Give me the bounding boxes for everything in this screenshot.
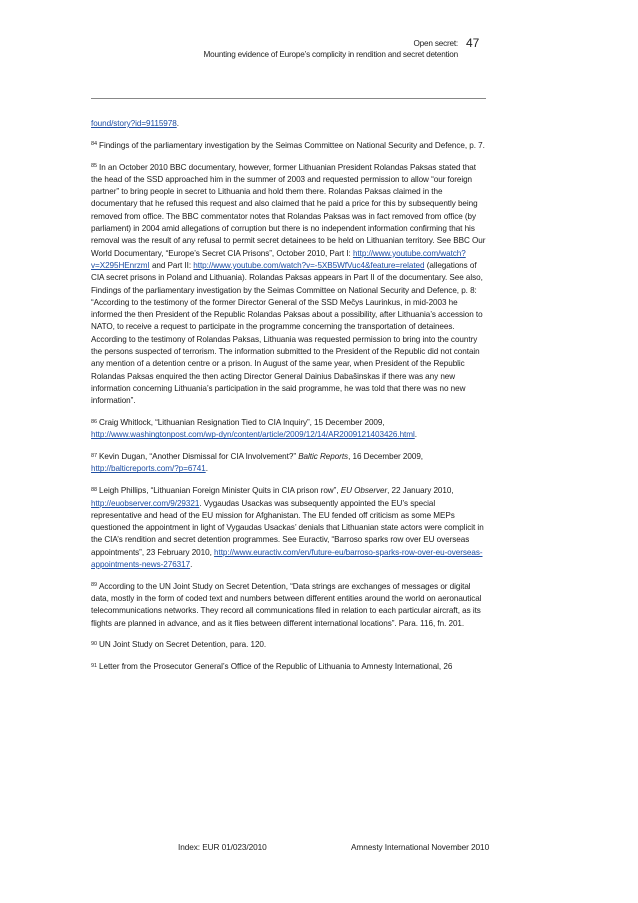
footnote-link[interactable]: http://www.washingtonpost.com/wp-dyn/content/article/2009/12/14/AR2009121403426.html <box>91 430 415 440</box>
footnote-link[interactable]: http://balticreports.com/?p=6741 <box>91 464 206 474</box>
page-number: 47 <box>466 36 480 50</box>
header-title-line2: Mounting evidence of Europe’s complicity in rendition and secret detention <box>203 50 458 59</box>
header-title-line1: Open secret: <box>413 39 458 48</box>
footnote-link[interactable]: http://www.euractiv.com/en/future-eu/barroso-sparks-row-over-eu-overseas-appointments-news-276317 <box>91 547 483 569</box>
footnote-number: 89 <box>91 582 98 589</box>
footnote-number: 88 <box>91 486 98 493</box>
footnote-link[interactable]: http://euobserver.com/9/29321 <box>91 498 200 508</box>
footnote-85: $^{85}$ In an October 2010 BBC documentary, however, former Lithuanian President Rolandas Paksas stated that the head of the SSD approached him in the summer of 2003 and requested permission to allow “our foreign partner” to bring people in secret to Lithuania and hold them there. Rolandas Paksas claimed in the documentary that he refused this request and also claimed that he paid a price for this by subsequently being removed from office. The BBC commentator notes that Rolandas Paksas was in fact removed from office (by parliament) in 2004 amid allegations of corruption but there is no independent information confirming that his removal was the result of any refusal to permit secret detainees to be held on Lithuanian territory. See BBC Our World Documentary, “Europe’s Secret CIA Prisons”, October 2010, Part I: http://www.youtube.com/watch?v=X295HEnrzmI and Part II: http://www.youtube.com/watch?v=-5XB5WfVuc4&feature=related (allegations of CIA secret prisons in Poland and Lithuania). Rolandas Paksas appears in Part II of the documentary. See also, Findings of the parliamentary investigation by the Seimas Committee on National Security and Defence, p. 8: “According to the testimony of the former Director General of the SSD Mečys Laurinkus, in mid-2003 he informed the then President of the Republic Rolandas Paksas about a possibility, after Lithuania’s accession to NATO, to receive a request to participate in the programme concerning the transportation of detainees. According to the testimony of Rolandas Paksas, Lithuania was requested permission to bring into the country the persons suspected of terrorism. The information submitted to the President of the Republic did not contain any mention of a detention centre or a prison. In August of the same year, when President of the Republic Rolandas Paksas enquired the then acting Director General Dainius Dabašinskas if there was any new information concerning Lithuania’s participation in the said programme, he was told that there was no new information”. <box>91 162 486 406</box>
footnote-continuation: found/story?id=9115978. <box>91 119 179 128</box>
footnote-84: $^{84}$ Findings of the parliamentary investigation by the Seimas Committee on National Security and Defence, p. 7. <box>91 140 485 150</box>
footnote-number: 85 <box>91 163 98 170</box>
header-divider <box>91 98 486 99</box>
footnote-link[interactable]: http://www.youtube.com/watch?v=X295HEnrzmI <box>91 248 466 270</box>
footnote-link[interactable]: found/story?id=9115978 <box>91 119 177 128</box>
footnote-88: $^{88}$ Leigh Phillips, “Lithuanian Foreign Minister Quits in CIA prison row”, EU Observer, 22 January 2010, http://euobserver.com/9/29321. Vygaudas Usackas was subsequently appointed the EU’s special representative and head of the EU mission for Afghanistan. The EU fended off criticism as some MEPs questioned the appointment in light of Vygaudas Usackas’ denials that Lithuanian state actors were complicit in the CIA’s rendition and secret detention programmes. See Euractiv, “Barroso sparks row over EU overseas appointments”, 23 February 2010, http://www.euractiv.com/en/future-eu/barroso-sparks-row-over-eu-overseas-appointments-news-276317. <box>91 486 484 569</box>
footer-org-date: Amnesty International November 2010 <box>351 842 490 852</box>
footnote-91: $^{91}$ Letter from the Prosecutor General’s Office of the Republic of Lithuania to Amnesty International, 26 <box>91 662 453 672</box>
footnote-number: 86 <box>91 418 98 425</box>
footnote-link[interactable]: http://www.youtube.com/watch?v=-5XB5WfVuc4&feature=related <box>193 260 425 270</box>
footnote-number: 84 <box>91 141 98 148</box>
footnote-number: 91 <box>91 662 98 669</box>
footnote-87: $^{87}$ Kevin Dugan, “Another Dismissal for CIA Involvement?” Baltic Reports, 16 December 2009, http://balticreports.com/?p=6741. <box>91 452 424 474</box>
footnote-number: 90 <box>91 640 98 647</box>
footnote-86: $^{86}$ Craig Whitlock, “Lithuanian Resignation Tied to CIA Inquiry”, 15 December 2009, http://www.washingtonpost.com/wp-dyn/content/article/2009/12/14/AR2009121403426.html. <box>91 418 417 440</box>
footnotes-body <box>91 118 486 683</box>
footnote-89: $^{89}$ According to the UN Joint Study on Secret Detention, “Data strings are exchanges of messages or digital data, mostly in the form of coded text and numbers between different entities around the world on aeronautical telecommunications networks. They record all communications filed in relation to each particular aircraft, as its flights are planned in advance, and as it flies between different international locations”. Para. 116, fn. 201. <box>91 581 482 628</box>
running-header <box>204 38 459 60</box>
footer-index: Index: EUR 01/023/2010 <box>178 842 267 852</box>
footnote-90: $^{90}$ UN Joint Study on Secret Detention, para. 120. <box>91 640 267 650</box>
footnote-number: 87 <box>91 452 98 459</box>
